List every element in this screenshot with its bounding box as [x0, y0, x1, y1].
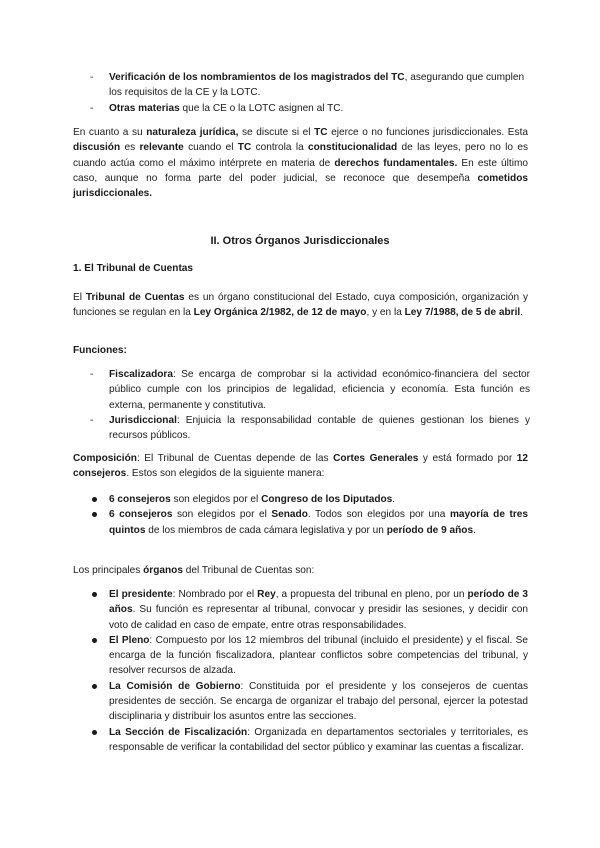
organs-list — [90, 587, 528, 755]
bold-span: Congreso de los Diputados — [261, 494, 393, 505]
list-item-bold: Verificación de los nombramientos de los magistrados del TC — [109, 72, 405, 83]
text-span: . Su función es representar al tribunal, convocar y presidir las sesiones, y decidir con voto de calidad en caso de empate, entre otras responsabilidades. — [109, 604, 528, 631]
composition-list — [90, 492, 528, 538]
bold-span: Ley Orgánica 2/1982, de 12 de mayo — [193, 307, 367, 319]
list-item — [90, 679, 528, 725]
bold-span: Ley 7/1988, de 5 de abril — [404, 307, 521, 319]
bold-span: 6 consejeros — [109, 494, 171, 505]
list-item — [90, 587, 528, 633]
text-span: . — [520, 307, 524, 319]
tribunal-intro-paragraph — [73, 290, 528, 321]
bold-span: 6 consejeros — [109, 509, 173, 521]
bold-span: La Comisión de Gobierno — [109, 680, 241, 692]
tc-functions-list-continued — [90, 70, 530, 116]
text-span: se discute si el — [238, 127, 315, 138]
bullet-icon — [92, 497, 97, 502]
bold-span: TC — [237, 142, 252, 154]
text-span: . Todos son elegidos por una — [307, 509, 450, 521]
text-span: es — [120, 142, 140, 154]
subsection-title: 1. El Tribunal de Cuentas — [73, 263, 194, 274]
functions-label: Funciones: — [73, 345, 127, 356]
text-span: : Nombrado por el — [172, 589, 258, 600]
list-item-bold: Fiscalizadora — [109, 369, 173, 380]
list-item-bold: Jurisdiccional — [109, 414, 177, 426]
bold-span: Composición — [73, 453, 137, 464]
bold-span: Senado — [271, 509, 308, 521]
text-span: ejerce o no funciones jurisdiccionales. Esta — [327, 127, 528, 138]
bold-span: El presidente — [109, 589, 173, 600]
organs-intro-paragraph — [73, 563, 528, 578]
list-item — [90, 725, 528, 756]
text-span: . — [473, 524, 476, 536]
text-span: . — [392, 494, 396, 505]
bold-span: El Pleno — [109, 634, 150, 646]
composition-paragraph — [73, 451, 528, 482]
text-span: . Estos son elegidos de la siguiente manera: — [126, 468, 325, 480]
text-span: controla la — [251, 142, 309, 154]
bold-span: naturaleza jurídica, — [146, 127, 239, 138]
text-span: En este último caso, aunque no forma parte del poder judicial, se reconoce que desempeña — [73, 157, 528, 184]
bold-span: relevante — [139, 142, 184, 154]
list-item — [90, 507, 528, 538]
bold-span: cometidos jurisdiccionales. — [73, 172, 528, 200]
dash-marker: - — [90, 369, 94, 380]
bullet-icon — [92, 592, 97, 597]
dash-marker: - — [90, 72, 94, 83]
list-item-text: , asegurando que cumplen los requisitos de la CE y la LOTC. — [109, 72, 525, 99]
text-span: es un órgano constitucional del Estado, cuya composición, organización y funciones se regulan en la — [73, 292, 528, 319]
dash-marker: - — [90, 414, 94, 426]
text-span: : El Tribunal de Cuentas depende de las — [136, 453, 334, 464]
text-span: son elegidos por el — [172, 509, 272, 521]
text-span: En cuanto a su — [73, 127, 147, 138]
text-span: de las leyes, pero no lo es cuando actúa como el máximo intérprete en materia de — [73, 142, 528, 169]
dash-marker: - — [90, 102, 94, 114]
list-item — [90, 101, 530, 116]
text-span: , y en la — [366, 307, 405, 319]
bold-span: discusión — [73, 142, 121, 154]
bold-span: TC — [314, 127, 328, 138]
list-item — [90, 492, 528, 507]
text-span: : Organizada en departamentos sectoriales y territoriales, es responsable de verificar la contabilidad del sector público y examinar las cuentas a fiscalizar. — [109, 726, 528, 753]
bullet-icon — [92, 638, 97, 643]
list-item — [90, 413, 530, 444]
list-item — [90, 70, 530, 101]
bold-span: mayoría de tres quintos — [109, 509, 529, 536]
text-span: de los miembros de cada cámara legislativa y por un — [145, 524, 387, 536]
text-span: : Compuesto por los 12 miembros del tribunal (incluido el presidente) y el fiscal. Se encarga de la función fiscalizadora, plantear conflictos sobre competencias del tribunal, y resolver recursos de alzada. — [109, 634, 528, 677]
text-span: , a propuesta del tribunal en pleno, por un — [275, 589, 468, 600]
bullet-icon — [92, 730, 97, 735]
list-item-text: que la CE o la LOTC asignen al TC. — [179, 102, 344, 114]
list-item-bold: Otras materias — [109, 102, 180, 114]
list-item-text: : Se encarga de comprobar si la actividad económico-financiera del sector público cumple con los principios de legalidad, eficiencia y economía. Esta función es externa, permanente y constitutiva. — [109, 369, 530, 411]
text-span: El — [73, 292, 86, 303]
bold-span: derechos fundamentales. — [334, 157, 458, 169]
bold-span: Rey — [257, 589, 276, 600]
text-span: cuando el — [183, 142, 238, 154]
bold-span: 12 consejeros — [73, 453, 529, 480]
text-span: : Constituida por el presidente y los consejeros de cuentas presidentes de sección. Se encarga de organizar el trabajo del personal, ejercer la potestad disciplinaria y distribuir los asuntos entre las secciones. — [109, 680, 528, 723]
bold-span: período de 3 años — [109, 589, 528, 616]
bold-span: período de 9 años — [386, 524, 474, 536]
text-span: son elegidos por el — [170, 494, 262, 505]
functions-list — [90, 367, 530, 443]
legal-nature-paragraph — [73, 125, 528, 201]
list-item — [90, 367, 530, 413]
bold-span: La Sección de Fiscalización — [109, 726, 248, 738]
bold-span: Tribunal de Cuentas — [85, 292, 185, 303]
bullet-icon — [92, 684, 97, 689]
bold-span: órganos — [143, 565, 183, 576]
list-item — [90, 633, 528, 679]
bullet-icon — [92, 512, 97, 517]
text-span: del Tribunal de Cuentas son: — [182, 565, 315, 576]
section-title: II. Otros Órganos Jurisdiccionales — [210, 235, 390, 247]
bold-span: Cortes Generales — [333, 453, 419, 464]
bold-span: constitucionalidad — [308, 142, 398, 154]
text-span: Los principales — [73, 565, 144, 576]
text-span: y está formado por — [418, 453, 517, 464]
list-item-text: : Enjuicia la responsabilidad contable de quienes gestionan los bienes y recursos públicos. — [109, 414, 530, 442]
